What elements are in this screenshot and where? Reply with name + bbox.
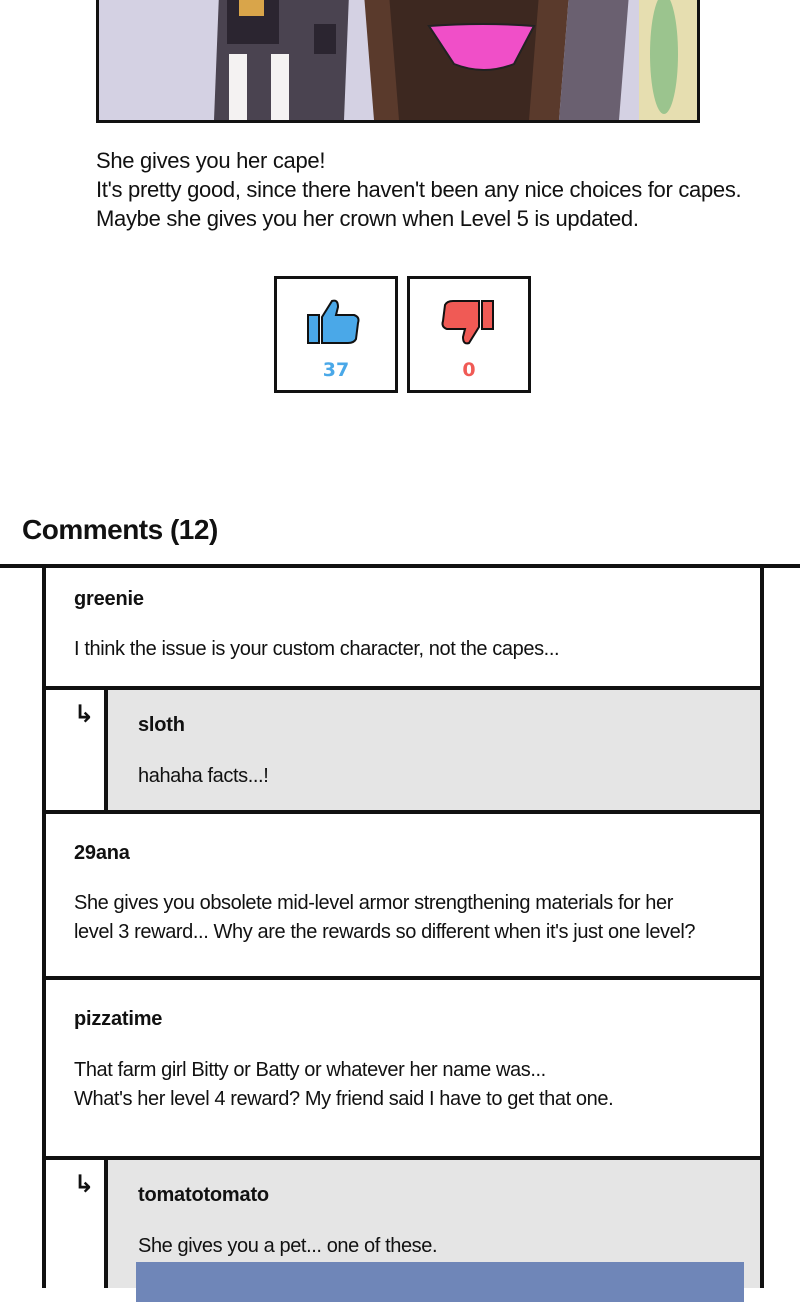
reply-item [46,1160,760,1288]
comment-thread [42,568,764,1288]
comment-item [46,568,760,690]
reply-indent [46,1160,108,1288]
comment-item [46,980,760,1160]
comment-line: hahaha facts...! [138,765,269,787]
comment-line: level 3 reward... Why are the rewards so different when it's just one level? [74,921,696,943]
comment-author[interactable]: pizzatime [74,1008,163,1030]
comic-panel-image [96,0,700,123]
post-line: It's pretty good, since there haven't been any nice choices for capes. [96,177,742,202]
reply-item [46,690,760,814]
reply-body [108,1160,760,1288]
post-caption [96,146,776,233]
comment-text [74,1056,613,1114]
thumbs-down-icon [439,297,495,347]
comment-author[interactable]: sloth [138,714,185,736]
thumbs-up-icon [306,297,362,347]
post-line: Maybe she gives you her crown when Level 5 is updated. [96,206,639,231]
comment-author[interactable]: greenie [74,588,144,610]
reply-indent [46,690,108,810]
comment-line: What's her level 4 reward? My friend said I have to get that one. [74,1088,614,1110]
reply-arrow-icon: ↳ [74,1170,95,1198]
like-count: 37 [322,359,350,381]
comment-author[interactable]: 29ana [74,842,130,864]
dislike-button[interactable] [407,276,531,393]
comments-title: Comments (12) [22,514,218,545]
post-line: She gives you her cape! [96,148,326,173]
reply-attached-image [136,1262,744,1302]
like-button[interactable] [274,276,398,393]
comment-text [138,1232,437,1261]
comment-line: She gives you a pet... one of these. [138,1235,438,1257]
comment-item [46,814,760,980]
comic-illustration [99,0,697,120]
comment-line: That farm girl Bitty or Batty or whatever her name was... [74,1059,546,1081]
comment-text [74,635,559,664]
comment-text [74,889,695,947]
reply-body [108,690,760,810]
comment-line: I think the issue is your custom character, not the capes... [74,638,560,660]
comment-line: She gives you obsolete mid-level armor strengthening materials for her [74,892,673,914]
dislike-count: 0 [462,359,476,381]
comment-author[interactable]: tomatotomato [138,1184,269,1206]
reply-arrow-icon: ↳ [74,700,95,728]
comment-text [138,762,268,791]
